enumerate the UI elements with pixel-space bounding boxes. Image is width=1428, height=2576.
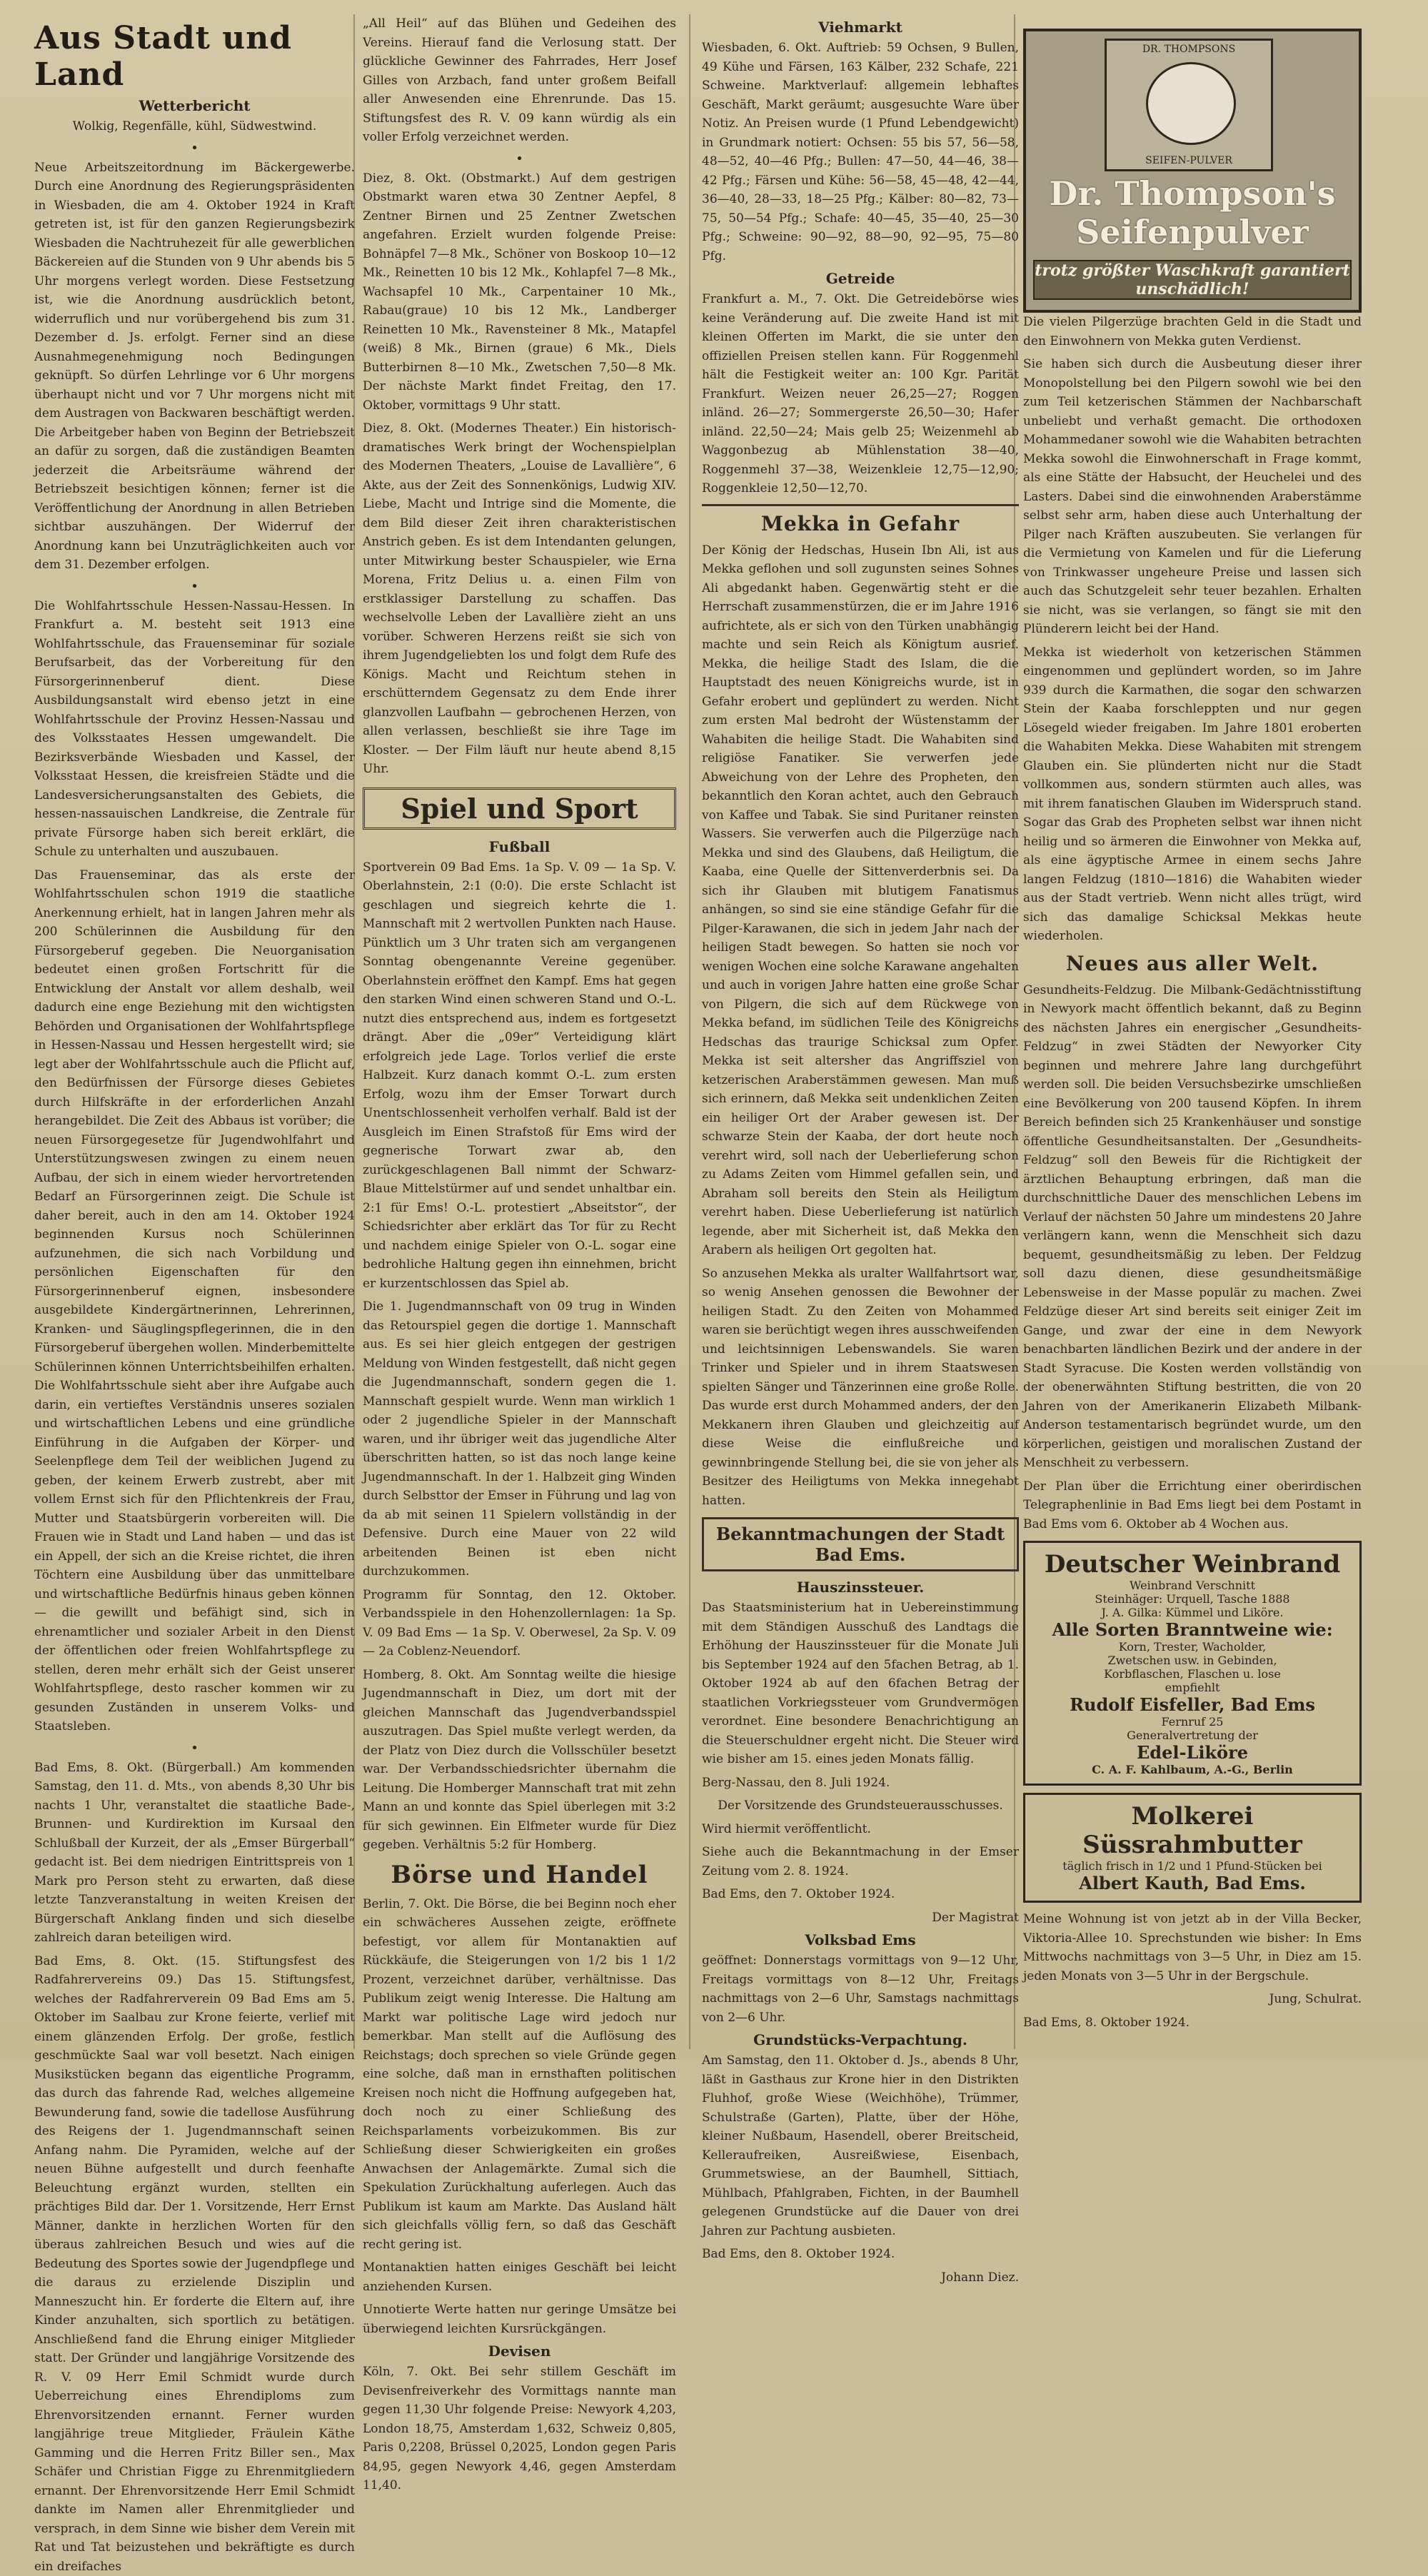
article-text: Der Magistrat (702, 1908, 1019, 1928)
weather-title: Wetterbericht (34, 97, 355, 114)
subsection-title: Grundstücks-Verpachtung. (702, 2031, 1019, 2048)
article-text: Die vielen Pilgerzüge brachten Geld in die Stadt und den Einwohnern von Mekka guten Verdienst. (1023, 313, 1362, 351)
article-text: Sie haben sich durch die Ausbeutung dieser ihrer Monopolstellung bei den Pilgern sowohl wie bei den zum Teil ketzerischen Stämmen der Nachbarschaft unbeliebt und verhaßt gemacht. Die orthodoxen Mohammedaner sowohl wie die Wahabiten betrachten Mekka sowohl die Einwohnerschaft in Frage kommt, als eine Stätte der Habsucht, der Heuchelei und des Lasters. Dabei sind die einwohnenden Araberstämme selbst sehr arm, haben diese auch Unterhaltung der Pilger nach Kräften auszubeuten. Sie verlangen für die Vermietung von Kamelen und für die Lieferung von Trinkwasser ungeheure Preise und lassen sich auch das Schutzgeleit sehr teuer bezahlen. Erhalten sie nicht, was sie verlangen, so fängt sie mit den Plünderern leicht bei der Hand. (1023, 355, 1362, 639)
section-heading: Mekka in Gefahr (702, 512, 1019, 535)
article-text: Berlin, 7. Okt. Die Börse, die bei Beginn noch eher ein schwächeres Aussehen zeigte, eröffnete befestigt, vor allem für Montanaktien auf Rückkäufe, die Steigerungen von 1/2 bis 1 1/2 Prozent, verzeichnet darüber, verhältnisse. Das Publikum zeigt wenig Interesse. Die Haltung am Markt war politische Lage wird jedoch nur bemerkbar. Man stellt auf die Auflösung des Reichstags; doch sprechen so viele Gründe gegen eine solche, daß man in ernsthaften politischen Kreisen noch nicht die Hoffnung aufgegeben hat, doch noch zu einer Schließung des Reichsparlaments vorbeizukommen. Bis zur Schließung dieser Schwierigkeiten ein großes Anwachsen der Anlagemärkte. Zumal sich die Spekulation Zurückhaltung auferlegen. Auch das Publikum ist kaum am Markte. Das Ausland hält sich gleichfalls völlig fern, so daß das Geschäft recht gering ist. (363, 1895, 676, 2255)
section-heading: Börse und Handel (363, 1861, 676, 1889)
ad-title: Deutscher Weinbrand (1032, 1550, 1352, 1579)
article-text: Köln, 7. Okt. Bei sehr stillem Geschäft im Devisenfreiverkehr des Vormittags nannte man gegen 11,30 Uhr folgende Preise: Newyork 4,203, London 18,75, Amsterdam 1,632, Schweiz 0,805, Paris 0,2208, Brüssel 0,2025, London gegen Paris 84,95, gegen Newyork 4,46, gegen Amsterdam 11,40. (363, 2363, 676, 2495)
ad-line: empfiehlt (1032, 1681, 1352, 1694)
column-3 (696, 14, 1025, 2049)
ad-line: Edel-Liköre (1032, 1742, 1352, 1763)
article-text: Frankfurt a. M., 7. Okt. Die Getreidebörse wies keine Veränderung auf. Die zweite Hand ist mit kleinen Offerten im Markt, die sie unter den offiziellen Preisen stellen kann. Für Roggenmehl hält die Festigkeit weiter an: 100 Kgr. Parität Frankfurt. Weizen neuer 26,25—27; Roggen inländ. 26—27; Sommergerste 26,50—30; Hafer inländ. 22,50—24; Mais gelb 25; Weizenmehl ab Waggonbezug ab Mühlenstation 38—40, Roggenmehl 37—38, Weizenkleie 12,75—12,90; Roggenkleie 12,50—12,70. (702, 290, 1019, 498)
sport-heading: Spiel und Sport (363, 788, 676, 830)
article-text: Homberg, 8. Okt. Am Sonntag weilte die hiesige Jugendmannschaft in Diez, um dort mit der gleichen Mannschaft das Jugendverbandsspiel auszutragen. Das Spiel mußte verlegt werden, da der Platz von Diez durch die Vollsschüler besetzt war. Der Verbandsschiedsrichter übernahm die Leitung. Die Homberger Mannschaft trat mit zehn Mann an und konnte das Spiel überlegen mit 3:2 für sich gewinnen. Ein Elfmeter wurde für Diez gegeben. Verhältnis 5:2 für Homberg. (363, 1666, 676, 1855)
article-text: Bad Ems, 8. Okt. (15. Stiftungsfest des Radfahrervereins 09.) Das 15. Stiftungsfest, welches der Radfahrerverein 09 Bad Ems am 5. Oktober im Saalbau zur Krone feierte, verlief mit einem glänzenden Erfolg. Der große, festlich geschmückte Saal war voll besetzt. Nach einigen Musikstücken begann das eigentliche Programm, das durch das fahrende Rad, welches allgemeine Bewunderung fand, sowie die tadellose Ausführung des Reigens der 1. Jugendmannschaft seinen Anfang nahm. Die Pyramiden, welche auf der neuen Bühne aufgestellt und durch feenhafte Beleuchtung ergänzt wurden, stellten ein prächtiges Bild dar. Der 1. Vorsitzende, Herr Ernst Männer, dankte in herzlichen Worten für den überaus zahlreichen Besuch und wies auf die Bedeutung des Sportes sowie der Jugendpflege und die daraus zu erzielende Disziplin und Manneszucht hin. Er forderte die Eltern auf, ihre Kinder anzuhalten, sich sportlich zu betätigen. Anschließend fand die Ehrung einiger Mitglieder statt. Der Gründer und langjährige Vorsitzende des R. V. 09 Herr Emil Schmidt wurde durch Ueberreichung eines Ehrendiploms zum Ehrenvorsitzenden ernannt. Ferner wurden langjährige treue Mitglieder, Fräulein Käthe Gamming und die Herren Fritz Biller sen., Max Schäfer und Christian Figge zu Ehrenmitgliedern ernannt. Der Ehrenvorsitzende Herr Emil Schmidt dankte im Namen aller Ehrenmitglieder und versprach, in dem Sinne wie bisher dem Verein mit Rat und Tat beizustehen und bekräftigte es durch ein dreifaches (34, 1952, 355, 2576)
column-4 (1017, 14, 1367, 2049)
article-text: Neue Arbeitszeitordnung im Bäckergewerbe. Durch eine Anordnung des Regierungspräsidenten in Wiesbaden, die am 4. Oktober 1924 in Kraft getreten ist, ist für den ganzen Regierungsbezirk Wiesbaden die Nachtruhezeit für alle gewerblichen Bäckereien auf die Stunden von 9 Uhr abends bis 5 Uhr morgens verlegt worden. Diese Festsetzung ist, wie die Anordnung ausdrücklich betont, widerruflich und nur vorübergehend bis zum 31. Dezember d. Js. erfolgt. Ferner sind an diese Ausnahmegenehmigung noch Bedingungen geknüpft. So dürfen Lehrlinge vor 6 Uhr morgens überhaupt nicht und vor 7 Uhr morgens nicht mit dem Austragen von Backwaren beschäftigt werden. Die Arbeitgeber haben von Beginn der Betriebszeit an dafür zu sorgen, daß die zuständigen Beamten jederzeit die Arbeitsräume während der Betriebszeit besichtigen können; ferner ist die Veröffentlichung der Anordnung in allen Betrieben sichtbar auszuhängen. Der Widerruf der Anordnung kann bei Unzuträglichkeiten auch vor dem 31. Dezember erfolgen. (34, 159, 355, 575)
ad-line: Fernruf 25 (1032, 1715, 1352, 1729)
notice-title: Bekanntmachungen der Stadt Bad Ems. (708, 1524, 1012, 1565)
article-text: Bad Ems, den 8. Oktober 1924. (702, 2245, 1019, 2264)
article-text: Der Vorsitzende des Grundsteuerausschusses. (702, 1796, 1019, 1816)
column-2 (357, 14, 682, 2049)
article-text: „All Heil“ auf das Blühen und Gedeihen des Vereins. Hierauf fand die Verlosung statt. Der glückliche Gewinner des Fahrrades, Herr Josef Gilles von Arzbach, fand unter großem Beifall aller Anwesenden eine Ehrenrunde. Das 15. Stiftungsfest des R. V. 09 kann würdig als ein voller Erfolg verzeichnet werden. (363, 14, 676, 147)
weinbrand-ad (1023, 1541, 1362, 1786)
article-text: Programm für Sonntag, den 12. Oktober. Verbandsspiele in den Hohenzollernlagen: 1a Sp. V. 09 Bad Ems — 1a Sp. V. Oberwesel, 2a Sp. V. 09 — 2a Coblenz-Neuendorf. (363, 1586, 676, 1661)
ad-line: C. A. F. Kahlbaum, A.-G., Berlin (1032, 1763, 1352, 1776)
article-text: Gesundheits-Feldzug. Die Milbank-Gedächtnisstiftung in Newyork macht öffentlich bekannt, daß zu Beginn des nächsten Jahres ein energischer „Gesundheits-Feldzug“ in zwei Städten der Newyorker City beginnen und mehrere Jahre lang durchgeführt werden soll. Die beiden Versuchsbezirke umschließen eine Bevölkerung von 200 tausend Köpfen. In ihrem Bereich befinden sich 25 Krankenhäuser und sonstige öffentliche Gesundheitsanstalten. Der „Gesundheits-Feldzug“ soll den Beweis für die Richtigkeit der ärztlichen Behauptung erbringen, daß man die durchschnittliche Dauer des menschlichen Lebens im Verlauf der nächsten 50 Jahre um mindestens 20 Jahre verlängern kann, wenn die Menschheit sich dazu bequemt, gesundheitsmäßig zu leben. Der Feldzug soll dazu dienen, diese gesundheitsmäßige Lebensweise in der Masse populär zu machen. Zwei Feldzüge dieser Art sind bereits seit einiger Zeit im Gange, und zwar der eine in dem Newyork benachbarten ländlichen Bezirk und der andere in der Stadt Syracuse. Die Kosten werden vollständig von der obenerwähnten Stiftung bestritten, die von 20 Jahren von der Amerikanerin Elizabeth Milbank-Anderson testamentarisch begründet wurde, um den körperlichen, geistigen und moralischen Zustand der Menschheit zu verbessern. (1023, 981, 1362, 1473)
ad-title: Molkerei Süssrahmbutter (1032, 1802, 1352, 1859)
article-text: geöffnet: Donnerstags vormittags von 9—12 Uhr, Freitags vormittags von 8—12 Uhr, Freitags nachmittags von 2—6 Uhr, Samstags nachmittags von 2—6 Uhr. (702, 1951, 1019, 2027)
subsection-title: Volksbad Ems (702, 1931, 1019, 1948)
ad-line: Steinhäger: Urquell, Tasche 1888 (1032, 1592, 1352, 1606)
article-text: Am Samstag, den 11. Oktober d. Js., abends 8 Uhr, läßt in Gasthaus zur Krone hier in den Distrikten Fluhhof, große Wiese (Weichhöhe), Trümmer, Schulstraße (Garten), Platte, über der Höhe, kleiner Nußbaum, Hasendell, oberer Breitscheid, Kelleraufreiken, Ausreißwiese, Eisenbach, Grummetswiese, an der Baumhell, Sittiach, Mühlbach, Pfahlgraben, Fichten, in der Baumhell gelegenen Grundstücke auf die Dauer von drei Jahren zur Pachtung ausbieten. (702, 2051, 1019, 2240)
separator: • (363, 151, 676, 166)
ad-line: Rudolf Eisfeller, Bad Ems (1032, 1694, 1352, 1715)
article-text: Der König der Hedschas, Husein Ibn Ali, ist aus Mekka geflohen und soll zugunsten seines Sohnes Ali abgedankt haben. Gegenwärtig steht er die Herrschaft zusammenstürzen, die er im Jahre 1916 aufrichtete, als er sich von den Türken unabhängig machte und sein Reich als Königtum ausrief. Mekka, die heilige Stadt des Islam, die die Hauptstadt des neuen Königreichs wurde, ist in Gefahr erobert und geplündert zu werden. Nicht zum ersten Mal bedroht der Wüstenstamm der Wahabiten die heilige Stadt. Die Wahabiten sind religiöse Fanatiker. Sie verwerfen jede Abweichung von der Lehre des Propheten, den bekanntlich den Koran achtet, auch den Gebrauch von Kaffee und Tabak. Sie sind Puritaner reinsten Wassers. Sie verwerfen auch die Pilgerzüge nach Mekka und sind des Glaubens, daß Heiligtum, die Kaaba, eine Quelle der Sittenverderbnis sei. Da sich ihr Glauben mit blutigem Fanatismus anhängen, so sind sie eine ständige Gefahr für die Pilger-Karawanen, die sich in jedem Jahr nach der heiligen Stadt bewegen. So hatten sie noch vor wenigen Wochen eine solche Karawane angehalten und auch in vorigen Jahre hatten eine große Schar von Pilgern, die sich auf dem Rückwege von Mekka befand, im südlichen Teile des Königreichs Hedschas das traurige Schicksal zum Opfer. Mekka ist seit altersher das Angriffsziel von ketzerischen Araberstämmen gewesen. Man muß sich erinnern, daß Mekka seit undenklichen Zeiten ein heiliger Ort der Araber gewesen ist. Der schwarze Stein der Kaaba, der dort heute noch verehrt wird, soll nach der Ueberlieferung schon zu Adams Zeiten vom Himmel gefallen sein, und Abraham soll bereits den Stein als Heiligtum verehrt haben. Diese Ueberlieferung ist natürlich legende, aber mit Sicherheit ist, daß Mekka den Arabern als heiligen Ort gegolten hat. (702, 541, 1019, 1260)
section-heading: Neues aus aller Welt. (1023, 952, 1362, 975)
section-heading: Aus Stadt und Land (34, 20, 355, 93)
article-text: Das Staatsministerium hat in Uebereinstimmung mit dem Ständigen Ausschuß des Landtags die Erhöhung der Hauszinssteuer für die Monate Juli bis September 1924 auf den 5fachen Betrag, ab 1. Oktober 1924 ab auf den 6fachen Betrag der staatlichen Vorkriegssteuer vom Grundvermögen verordnet. Eine besondere Benachrichtigung an die Steuerschuldner ergeht nicht. Die Steuer wird wie bisher am 15. eines jeden Monats fällig. (702, 1599, 1019, 1769)
separator: • (34, 141, 355, 156)
molkerei-ad (1023, 1793, 1362, 1903)
article-text: Meine Wohnung ist von jetzt ab in der Villa Becker, Viktoria-Allee 10. Sprechstunden wie bisher: In Ems Mittwochs nachmittags von 3—5 Uhr, in Diez am 15. jeden Monats von 3—5 Uhr in der Bergschule. (1023, 1910, 1362, 1986)
divider (702, 504, 1019, 506)
article-text: So anzusehen Mekka als uralter Wallfahrtsort war, so wenig Ansehen genossen die Bewohner der heiligen Stadt. Zu den Zeiten von Mohammed waren sie berüchtigt wegen ihres ausschweifenden und leichtsinnigen Lebenswandels. Sie waren Trinker und Spieler und in ihrem Staatswesen spielten Sänger und Tänzerinnen eine große Rolle. Das wurde erst durch Mohammed anders, der den Mekkanern ihren Glauben und gleichzeitig auf diese Weise die einflußreiche und gewinnbringende Stellung bei, die sie von jeher als Besitzer des Heiligtums von Mekka innegehabt hatten. (702, 1264, 1019, 1511)
thompson-logo (1105, 39, 1273, 171)
article-text: Sportverein 09 Bad Ems. 1a Sp. V. 09 — 1a Sp. V. Oberlahnstein, 2:1 (0:0). Die erste Schlacht ist geschlagen und siegreich kehrte die 1. Mannschaft mit 2 wertvollen Punkten nach Hause. Pünktlich um 3 Uhr traten sich am vergangenen Sonntag obengenannte Vereine gegenüber. Oberlahnstein eröffnet den Kampf. Ems hat gegen den starken Wind einen schweren Stand und O.-L. nutzt dies entsprechend aus, indem es fortgesetzt drängt. Aber die „09er“ Verteidigung klärt erfolgreich jede Lage. Torlos verlief die erste Halbzeit. Kurz danach kommt O.-L. zum ersten Erfolg, wozu ihm der Emser Torwart durch Unentschlossenheit verholfen verhalf. Bald ist der Ausgleich im Einen Strafstoß für Ems wird der gegnerische Torwart zwar ab, den zurückgeschlagenen Ball nimmt der Schwarz-Blaue Mittelstürmer auf und sendet unhaltbar ein. 2:1 für Ems! O.-L. protestiert „Abseitstor“, der Schiedsrichter aber erklärt das Tor für zu Recht und nachdem einige Spieler von O.-L. sogar eine bedrohliche Haltung gegen ihn einnehmen, bricht er kurzentschlossen das Spiel ab. (363, 858, 676, 1294)
article-text: Montanaktien hatten einiges Geschäft bei leicht anziehenden Kursen. (363, 2258, 676, 2296)
article-text: Bad Ems, den 7. Oktober 1924. (702, 1885, 1019, 1904)
ad-line: Weinbrand Verschnitt (1032, 1579, 1352, 1592)
notice-box (702, 1517, 1019, 1571)
article-text: Die Wohlfahrtsschule Hessen-Nassau-Hessen. In Frankfurt a. M. besteht seit 1913 eine Wohlfahrtsschule, das Frauenseminar für soziale Berufsarbeit, das der Vorbereitung für den Fürsorgerinnenberuf dient. Diese Ausbildungsanstalt wird ebenso jetzt in eine Wohlfahrtsschule der Provinz Hessen-Nassau und des Volksstaates Hessen umgewandelt. Die Bezirksverbände Wiesbaden und Kassel, der Volksstaat Hessen, die kreisfreien Städte und die Landesversicherungsanstalten des Gebiets, die hessen-nassauischen Landkreise, die Zentrale für private Fürsorge haben sich bereit erklärt, die Schule zu unterhalten und auszubauen. (34, 597, 355, 862)
ad-brand: Dr. Thompson's Seifenpulver (1026, 174, 1359, 251)
article-text: Jung, Schulrat. (1023, 1990, 1362, 2009)
ad-line: täglich frisch in 1/2 und 1 Pfund-Stücken bei (1032, 1859, 1352, 1873)
column-rule (689, 14, 690, 2049)
separator: • (34, 1741, 355, 1756)
article-text: Bad Ems, 8. Okt. (Bürgerball.) Am kommenden Samstag, den 11. d. Mts., von abends 8,30 Uhr bis nachts 1 Uhr, veranstaltet die staatliche Bade-, Brunnen- und Kurdirektion im Kursaal den Schlußball der Kurzeit, der als „Emser Bürgerball“ gedacht ist. Bei dem niedrigen Eintrittspreis von 1 Mark pro Person steht zu erwarten, daß diese letzte Tanzveranstaltung in weiten Kreisen der Bürgerschaft Anklang finden und sich dieselbe zahlreich daran beteiligen wird. (34, 1759, 355, 1948)
article-text: Diez, 8. Okt. (Modernes Theater.) Ein historisch-dramatisches Werk bringt der Wochenspielplan des Modernen Theaters, „Louise de Lavallière“, 6 Akte, aus der Zeit des Sonnenkönigs, Ludwig XIV. Liebe, Macht und Intrige sind die Momente, die dem Bild dieser Zeit ihren charakteristischen Anstrich geben. Es ist dem Intendanten gelungen, unter Mitwirkung bester Schauspieler, wie Erna Morena, Fritz Delius u. a. einen Film von erstklassiger Darstellung zu schaffen. Das wechselvolle Leben der Lavallière zieht an uns vorüber. Schweren Herzens reißt sie sich von ihrem Jugendgeliebten los und folgt dem Rufe des Königs. Macht und Reichtum stehen in erschütterndem Gegensatz zu dem Ende ihrer glanzvollen Laufbahn — gebrochenen Herzen, von allen verlassen, beschließt sie ihre Tage im Kloster. — Der Film läuft nur heute abend 8,15 Uhr. (363, 419, 676, 779)
subsection-title: Hauszinssteuer. (702, 1579, 1019, 1596)
article-text: Die 1. Jugendmannschaft von 09 trug in Winden das Retourspiel gegen die dortige 1. Mannschaft aus. Es sei hier gleich entgegen der gestrigen Meldung von Winden festgestellt, daß nicht gegen die Jugendmannschaft, sondern gegen die 1. Mannschaft gespielt wurde. Wenn man wirklich 1 oder 2 jugendliche Spieler in der Mannschaft waren, und ihr übriger weit das jugendliche Alter überschritten hatten, so ist das noch lange keine Jugendmannschaft. In der 1. Halbzeit ging Winden durch Selbsttor der Emser in Führung und lag von da ab mit seinen 11 Spielern vollständig in der Defensive. Durch eine Mauer von 22 wild arbeitenden Beinen ist eben nicht durchzukommen. (363, 1297, 676, 1581)
subsection-title: Viehmarkt (702, 19, 1019, 36)
ad-line: Albert Kauth, Bad Ems. (1032, 1873, 1352, 1893)
ad-line: Alle Sorten Branntweine wie: (1032, 1619, 1352, 1640)
weather-text: Wolkig, Regenfälle, kühl, Südwestwind. (34, 117, 355, 136)
subsection-title: Fußball (363, 838, 676, 855)
article-text: Das Frauenseminar, das als erste der Wohlfahrtsschulen schon 1919 die staatliche Anerkennung erhielt, hat in langen Jahren mehr als 200 Schülerinnen die Ausbildung für den Fürsorgeberuf gegeben. Die Neuorganisation bedeutet einen großen Fortschritt für die Entwicklung der Anstalt vor allem deshalb, weil dadurch eine enge Beziehung mit den wichtigsten Behörden und Organisationen der Wohlfahrtspflege in Hessen-Nassau und Hessen hergestellt wird; sie legt aber der Wohlfahrtsschule auch die Pflicht auf, den Bedürfnissen der Fürsorge dieses Gebietes durch Hilfskräfte in der erforderlichen Anzahl herangebildet. Die Zeit des Abbaus ist vorüber; die neuen Fürsorgegesetze für Jugendwohlfahrt und Unterstützungswesen zwingen zu einem neuen Aufbau, der sich in einem wieder hervortretenden Bedarf an Fürsorgerinnen zeigt. Die Schule ist daher bereit, auch in den am 14. Oktober 1924 beginnenden Kursus noch Schülerinnen aufzunehmen, die sich nach Vorbildung und persönlichen Eigenschaften für den Fürsorgerinnenberuf eignen, insbesondere ausgebildete Kindergärtnerinnen, Lehrerinnen, Kranken- und Säuglingspflegerinnen, die in den Fürsorgeberuf übergehen wollen. Minderbemittelte Schülerinnen können Unterrichtsbeihilfen erhalten. Die Wohlfahrtsschule sieht aber ihre Aufgabe auch darin, ein vertieftes Verständnis unseres sozialen und wirtschaftlichen Lebens und eine gründliche Einführung in die Aufgaben der Körper- und Seelenpflege dem Teil der weiblichen Jugend zu geben, der keinem Erwerb zustrebt, aber mit vollem Ernst sich für den Pflichtenkreis der Frau, Mutter und Staatsbürgerin vorbereiten will. Die Frauen wie in Stadt und Land haben — und das ist ein Appell, der sich an die Kreise richtet, die ihren Töchtern eine Ausbildung über das unmittelbare und wirtschaftliche Bedürfnis hinaus geben können — die gewillt und befähigt sind, sich in ehrenamtlicher und sozialer Arbeit in den Dienst der öffentlichen oder freien Wohlfahrtspflege zu stellen, deren mehr erhält sich der Geist unserer Wohlfahrtspflege, desto rascher kommen wir zu gesunden Zuständen in unserem Volks- und Staatsleben. (34, 866, 355, 1736)
ad-line: Korn, Trester, Wacholder, (1032, 1640, 1352, 1654)
subsection-title: Getreide (702, 270, 1019, 287)
logo-text: DR. THOMPSONS (1107, 44, 1271, 55)
article-text: Mekka ist wiederholt von ketzerischen Stämmen eingenommen und geplündert worden, so im Jahre 939 durch die Karmathen, die sogar den schwarzen Stein der Kaaba forschleppten und nur gegen Lösegeld wieder freigaben. Im Jahre 1801 eroberten die Wahabiten Mekka. Diese Wahabiten mit strengem Glauben ein. Sie plünderten nicht nur die Stadt vollkommen aus, sondern stürmten auch alles, was mit ihrem fanatischen Glauben im Widerspruch stand. Sogar das Grab des Propheten selbst war ihnen nicht heilig und so ärmeren die Einwohner von Mekka auf, als eine ägyptische Armee in einem sechs Jahre langen Feldzug (1810—1816) die Wahabiten wieder aus der Stadt vertrieb. Wenn nicht alles trügt, wird sich das damalige Schicksal Mekkas heute wiederholen. (1023, 643, 1362, 946)
swan-icon (1146, 62, 1236, 145)
ad-line: J. A. Gilka: Kümmel und Liköre. (1032, 1606, 1352, 1619)
article-text: Diez, 8. Okt. (Obstmarkt.) Auf dem gestrigen Obstmarkt waren etwa 30 Zentner Aepfel, 8 Zentner Birnen und 25 Zentner Zwetschen angefahren. Erzielt wurden folgende Preise: Bohnäpfel 7—8 Mk., Schöner von Boskoop 10—12 Mk., Reinetten 10 bis 12 Mk., Kohlapfel 7—8 Mk., Wachsapfel 10 Mk., Carpentainer 10 Mk., Rabau(graue) 10 bis 12 Mk., Landberger Reinetten 10 Mk., Ravensteiner 8 Mk., Matapfel (weiß) 8 Mk., Birnen (graue) 6 Mk., Diels Butterbirnen 8—10 Mk., Zwetschen 7,50—8 Mk. Der nächste Markt findet Freitag, den 17. Oktober, vormittags 9 Uhr statt. (363, 169, 676, 416)
separator: • (34, 579, 355, 594)
article-text: Berg-Nassau, den 8. Juli 1924. (702, 1773, 1019, 1793)
article-text: Wiesbaden, 6. Okt. Auftrieb: 59 Ochsen, 9 Bullen, 49 Kühe und Färsen, 163 Kälber, 232 Schafe, 221 Schweine. Marktverlauf: allgemein lebhaftes Geschäft, Markt geräumt; ausgesuchte Ware über Notiz. An Preisen wurde (1 Pfund Lebendgewicht) in Grundmark notiert: Ochsen: 55 bis 57, 56—58, 48—52, 40—46 Pfg.; Bullen: 47—50, 44—46, 38—42 Pfg.; Färsen und Kühe: 56—58, 45—48, 42—44, 36—40, 28—33, 18—25 Pfg.; Kälber: 80—82, 73—75, 50—54 Pfg.; Schafe: 40—45, 35—40, 25—30 Pfg.; Schweine: 90—92, 88—90, 92—95, 75—80 Pfg. (702, 39, 1019, 266)
article-text: Johann Diez. (702, 2268, 1019, 2288)
article-text: Wird hiermit veröffentlicht. (702, 1820, 1019, 1839)
thompson-ad (1023, 29, 1362, 313)
column-1 (29, 14, 361, 2049)
ad-slogan: trotz größter Waschkraft garantiert unschädlich! (1033, 260, 1352, 300)
ad-line: Zwetschen usw. in Gebinden, (1032, 1654, 1352, 1667)
ad-line: Korbflaschen, Flaschen u. lose (1032, 1667, 1352, 1681)
logo-text: SEIFEN-PULVER (1107, 155, 1271, 166)
article-text: Siehe auch die Bekanntmachung in der Emser Zeitung vom 2. 8. 1924. (702, 1843, 1019, 1881)
ad-line: Generalvertretung der (1032, 1729, 1352, 1742)
article-text: Unnotierte Werte hatten nur geringe Umsätze bei überwiegend leichten Kursrückgängen. (363, 2300, 676, 2338)
subsection-title: Devisen (363, 2343, 676, 2360)
article-text: Der Plan über die Errichtung einer oberirdischen Telegraphenlinie in Bad Ems liegt bei dem Postamt in Bad Ems vom 6. Oktober ab 4 Wochen aus. (1023, 1477, 1362, 1534)
article-text: Bad Ems, 8. Oktober 1924. (1023, 2013, 1362, 2033)
